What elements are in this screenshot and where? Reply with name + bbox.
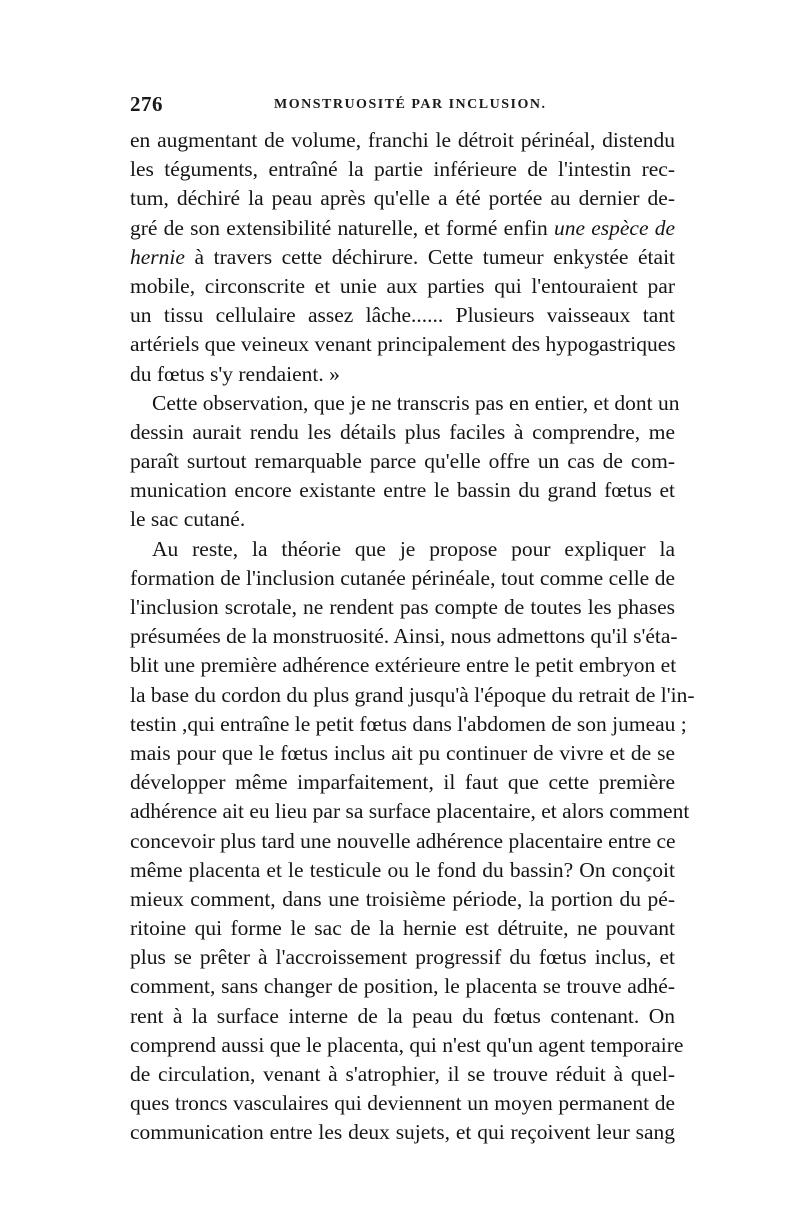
text-line: mobile, circonscrite et unie aux parties qui l'entouraient par — [130, 273, 675, 298]
text-line: mais pour que le fœtus inclus ait pu continuer de vivre et de se — [130, 740, 675, 765]
text-line: concevoir plus tard une nouvelle adhérence placentaire entre ce — [130, 828, 676, 853]
page-number: 276 — [130, 92, 163, 116]
text-line: communication entre les deux sujets, et qui reçoivent leur sang — [130, 1120, 675, 1145]
paragraph-1 — [130, 126, 675, 389]
text-line: dessin aurait rendu les détails plus faciles à comprendre, me — [130, 419, 675, 444]
text-line: adhérence ait eu lieu par sa surface placentaire, et alors comment — [130, 799, 690, 824]
text-line: ques troncs vasculaires qui deviennent un moyen permanent de — [130, 1091, 675, 1116]
text-line: artériels que veineux venant principalement des hypogastriques — [130, 332, 676, 357]
text-line: tum, déchiré la peau après qu'elle a été portée au dernier de- — [130, 186, 675, 211]
text-line: de circulation, venant à s'atrophier, il se trouve réduit à quel- — [130, 1062, 675, 1086]
text-fragment: à travers cette déchirure. Cette tumeur enkystée était — [194, 244, 676, 269]
text-line: même placenta et le testicule ou le fond du bassin? On conçoit — [130, 857, 675, 882]
paragraph-2 — [130, 389, 680, 535]
running-head: MONSTRUOSITÉ PAR INCLUSION. — [274, 97, 547, 112]
text-line: le sac cutané. — [130, 507, 246, 532]
page-header — [130, 92, 680, 122]
text-line: Au reste, la théorie que je propose pour expliquer la — [152, 536, 675, 561]
text-fragment: gré de son extensibilité naturelle, et formé enfin — [130, 215, 548, 240]
text-line: blit une première adhérence extérieure entre le petit embryon et — [130, 653, 677, 678]
text-line: ritoine qui forme le sac de la hernie est détruite, ne pouvant — [130, 916, 675, 941]
text-line-with-italic — [130, 214, 675, 243]
text-line: plus se prêter à l'accroissement progressif du fœtus inclus, et — [130, 945, 675, 970]
text-line: Cette observation, que je ne transcris pas en entier, et dont un — [152, 390, 680, 415]
italic-phrase: une espèce de — [553, 215, 676, 240]
italic-phrase: hernie — [130, 244, 185, 269]
text-line: munication encore existante entre le bassin du grand fœtus et — [130, 478, 675, 503]
text-line: du fœtus s'y rendaient. » — [130, 361, 340, 386]
text-line: rent à la surface interne de la peau du fœtus contenant. On — [130, 1003, 675, 1028]
text-line: comment, sans changer de position, le placenta se trouve adhé- — [130, 974, 675, 999]
text-line: en augmentant de volume, franchi le détroit périnéal, distendu — [130, 128, 675, 152]
text-line: un tissu cellulaire assez lâche...... Plusieurs vaisseaux tant — [130, 303, 675, 328]
text-line-with-italic — [130, 243, 675, 272]
body-text — [130, 126, 695, 1148]
text-line: les téguments, entraîné la partie inférieure de l'intestin rec- — [130, 157, 675, 182]
text-line: développer même imparfaitement, il faut que cette première — [130, 770, 675, 795]
text-line: présumées de la monstruosité. Ainsi, nous admettons qu'il s'éta- — [130, 624, 678, 649]
text-line: formation de l'inclusion cutanée périnéale, tout comme celle de — [130, 565, 675, 590]
text-line: la base du cordon du plus grand jusqu'à l'époque du retrait de l'in- — [130, 682, 695, 707]
text-line: paraît surtout remarquable parce qu'elle offre un cas de com- — [130, 449, 675, 474]
paragraph-3 — [130, 535, 695, 1148]
text-line: mieux comment, dans une troisième période, la portion du pé- — [130, 886, 675, 911]
text-line: comprend aussi que le placenta, qui n'est qu'un agent temporaire — [130, 1032, 684, 1057]
text-line: l'inclusion scrotale, ne rendent pas compte de toutes les phases — [130, 595, 675, 619]
text-line: testin ,qui entraîne le petit fœtus dans l'abdomen de son jumeau ; — [130, 711, 687, 736]
